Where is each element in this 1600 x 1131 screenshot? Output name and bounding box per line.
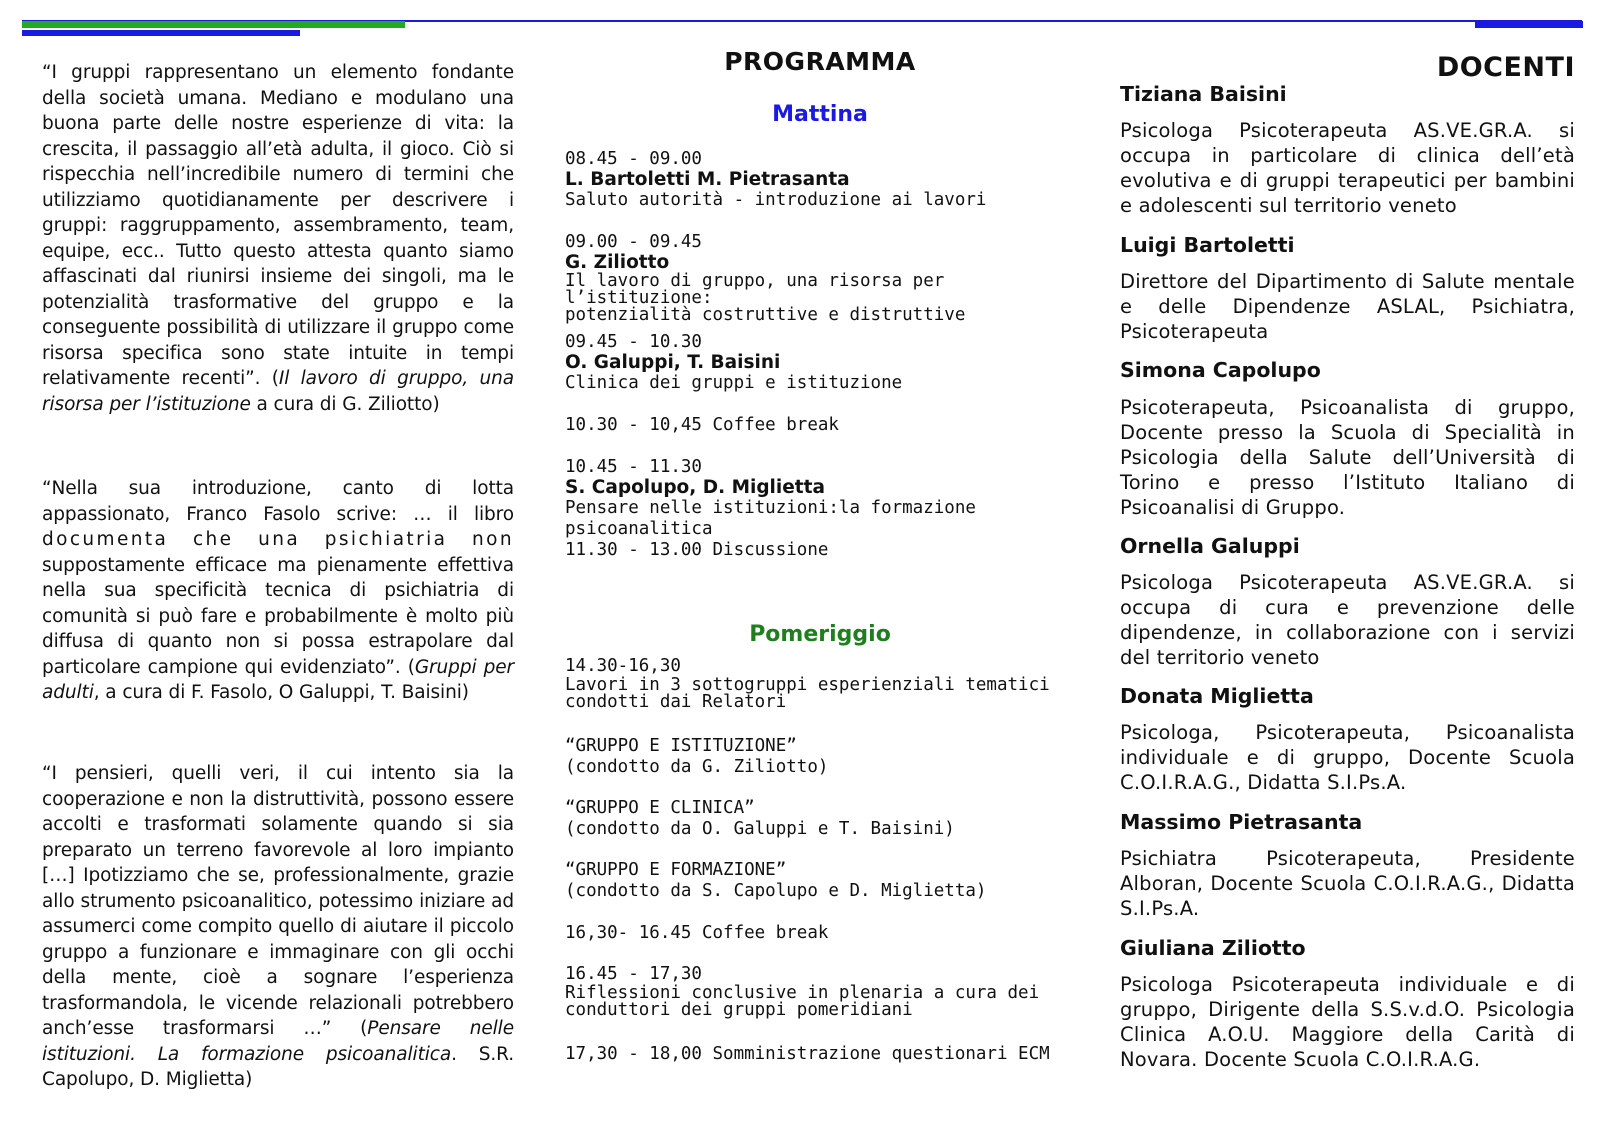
workgroup-item: “GRUPPO E CLINICA” (condotto da O. Galuppi e T. Baisini): [565, 798, 955, 839]
docente-description: Psichiatra Psicoterapeuta, Presidente Alboran, Docente Scuola C.O.I.R.A.G., Didatta S.I.Ps.A.: [1120, 847, 1575, 920]
schedule-slot: 17,30 - 18,00 Somministrazione questionari ECM: [565, 1044, 1050, 1064]
docente-description: Psicologa Psicoterapeuta AS.VE.GR.A. si occupa di cura e prevenzione delle dipendenze, in collaborazione con i servizi del territorio veneto: [1120, 571, 1575, 669]
docente-name: Ornella Galuppi: [1120, 534, 1300, 558]
morning-heading: Mattina: [772, 102, 868, 127]
header-bar-blue-left: [22, 30, 300, 36]
docente-description: Psicologa Psicoterapeuta AS.VE.GR.A. si occupa in particolare di clinica dell’età evolutiva e di gruppi terapeutici per bambini e adolescenti sul territorio veneto: [1120, 119, 1575, 217]
quote-citation: Pensare nelle istituzioni. La formazione psicoanalitica: [42, 1018, 515, 1065]
schedule-slot: 16,30- 16.45 Coffee break: [565, 923, 829, 943]
schedule-slot: 08.45 - 09.00 L. Bartoletti M. Pietrasanta Saluto autorità - introduzione ai lavori: [565, 149, 987, 210]
docente-name: Simona Capolupo: [1120, 358, 1321, 382]
quote-citation: Il lavoro di gruppo, una risorsa per l’istituzione: [42, 368, 514, 415]
workgroup-item: “GRUPPO E FORMAZIONE” (condotto da S. Capolupo e D. Miglietta): [565, 860, 987, 901]
docente-name: Luigi Bartoletti: [1120, 233, 1295, 257]
docenti-title: DOCENTI: [1436, 52, 1575, 83]
schedule-slot: 11.30 - 13.00 Discussione: [565, 540, 829, 560]
schedule-slot: 14.30-16,30 Lavori in 3 sottogruppi esperienziali tematici condotti dai Relatori: [565, 656, 1050, 712]
docente-name: Tiziana Baisini: [1120, 82, 1287, 106]
docente-description: Psicologa, Psicoterapeuta, Psicoanalista individuale e di gruppo, Docente Scuola C.O.I.R.A.G., Didatta S.I.Ps.A.: [1120, 721, 1575, 794]
quote-citation: Gruppi per adulti: [42, 656, 514, 703]
quote-fasolo: “Nella sua introduzione, canto di lotta appassionato, Franco Fasolo scrive: … il libro documenta che una psichiatria non suppostamente efficace ma pienamente effettiva nella sua specificità tecnica di psichiatria di comunità si può fare e probabilmente è molto più diffusa di quanto non si possa estrapolare dal particolare campione qui evidenziato”. (Gruppi per adulti, a cura di F. Fasolo, O Galuppi, T. Baisini): [42, 478, 514, 703]
quote-capolupo: “I pensieri, quelli veri, il cui intento sia la cooperazione e non la distruttività, possono essere accolti e trasformati solamente quando si sia preparato un terreno favorevole al loro impianto […] Ipotizziamo che se, professionalmente, grazie allo strumento psicoanalitico, potessimo iniziare ad assumerci come compito quello di aiutare il piccolo gruppo a funzionare e immaginare con gli occhi della mente, cioè a sognare l’esperienza trasformandola, le vicende relazionali potrebbero anch’esse trasformarsi …” (Pensare nelle istituzioni. La formazione psicoanalitica. S.R. Capolupo, D. Miglietta): [42, 763, 515, 1090]
header-bar-green: [22, 21, 405, 28]
header-bar-blue-right: [1475, 21, 1583, 28]
docente-description: Direttore del Dipartimento di Salute mentale e delle Dipendenze ASLAL, Psichiatra, Psicoterapeuta: [1120, 270, 1575, 343]
quote-ziliotto: “I gruppi rappresentano un elemento fondante della società umana. Mediano e modulano una buona parte delle nostre esperienze di vita: la crescita, il passaggio all’età adulta, il gioco. Ciò si rispecchia nell’incredibile numero di termini che utilizziamo quotidianamente per descrivere i gruppi: raggruppamento, assembramento, team, equipe, ecc.. Tutto questo attesta quanto siamo affascinati dal riunirsi insieme dei singoli, ma le potenzialità trasformative del gruppo e la conseguente possibilità di utilizzare il gruppo come risorsa specifica sono state intuite in tempi relativamente recenti”. (Il lavoro di gruppo, una risorsa per l’istituzione a cura di G. Ziliotto): [42, 62, 514, 415]
docente-name: Massimo Pietrasanta: [1120, 810, 1363, 834]
docente-name: Giuliana Ziliotto: [1120, 936, 1306, 960]
schedule-slot: 16.45 - 17,30 Riflessioni conclusive in plenaria a cura dei conduttori dei gruppi pomeridiani: [565, 964, 1040, 1020]
docente-description: Psicoterapeuta, Psicoanalista di gruppo, Docente presso la Scuola di Specialità in Psicologia della Salute dell’Università di Torino e presso l’Istituto Italiano di Psicoanalisi di Gruppo.: [1120, 396, 1575, 519]
docente-description: Psicologa Psicoterapeuta individuale e di gruppo, Dirigente della S.S.v.d.O. Psicologia Clinica A.O.U. Maggiore della Carità di Novara. Docente Scuola C.O.I.R.A.G.: [1120, 973, 1575, 1071]
programma-title: PROGRAMMA: [724, 47, 916, 76]
schedule-slot: 10.45 - 11.30 S. Capolupo, D. Miglietta Pensare nelle istituzioni:la formazione psicoanalitica: [565, 457, 976, 539]
afternoon-heading: Pomeriggio: [749, 622, 891, 647]
schedule-slot: 10.30 - 10,45 Coffee break: [565, 415, 839, 435]
schedule-slot: 09.45 - 10.30 O. Galuppi, T. Baisini Clinica dei gruppi e istituzione: [565, 332, 903, 393]
workgroup-item: “GRUPPO E ISTITUZIONE” (condotto da G. Ziliotto): [565, 736, 829, 777]
schedule-slot: 09.00 - 09.45 G. Ziliotto Il lavoro di gruppo, una risorsa per l’istituzione: potenzialità costruttive e distruttive: [565, 232, 966, 325]
docente-name: Donata Miglietta: [1120, 684, 1314, 708]
